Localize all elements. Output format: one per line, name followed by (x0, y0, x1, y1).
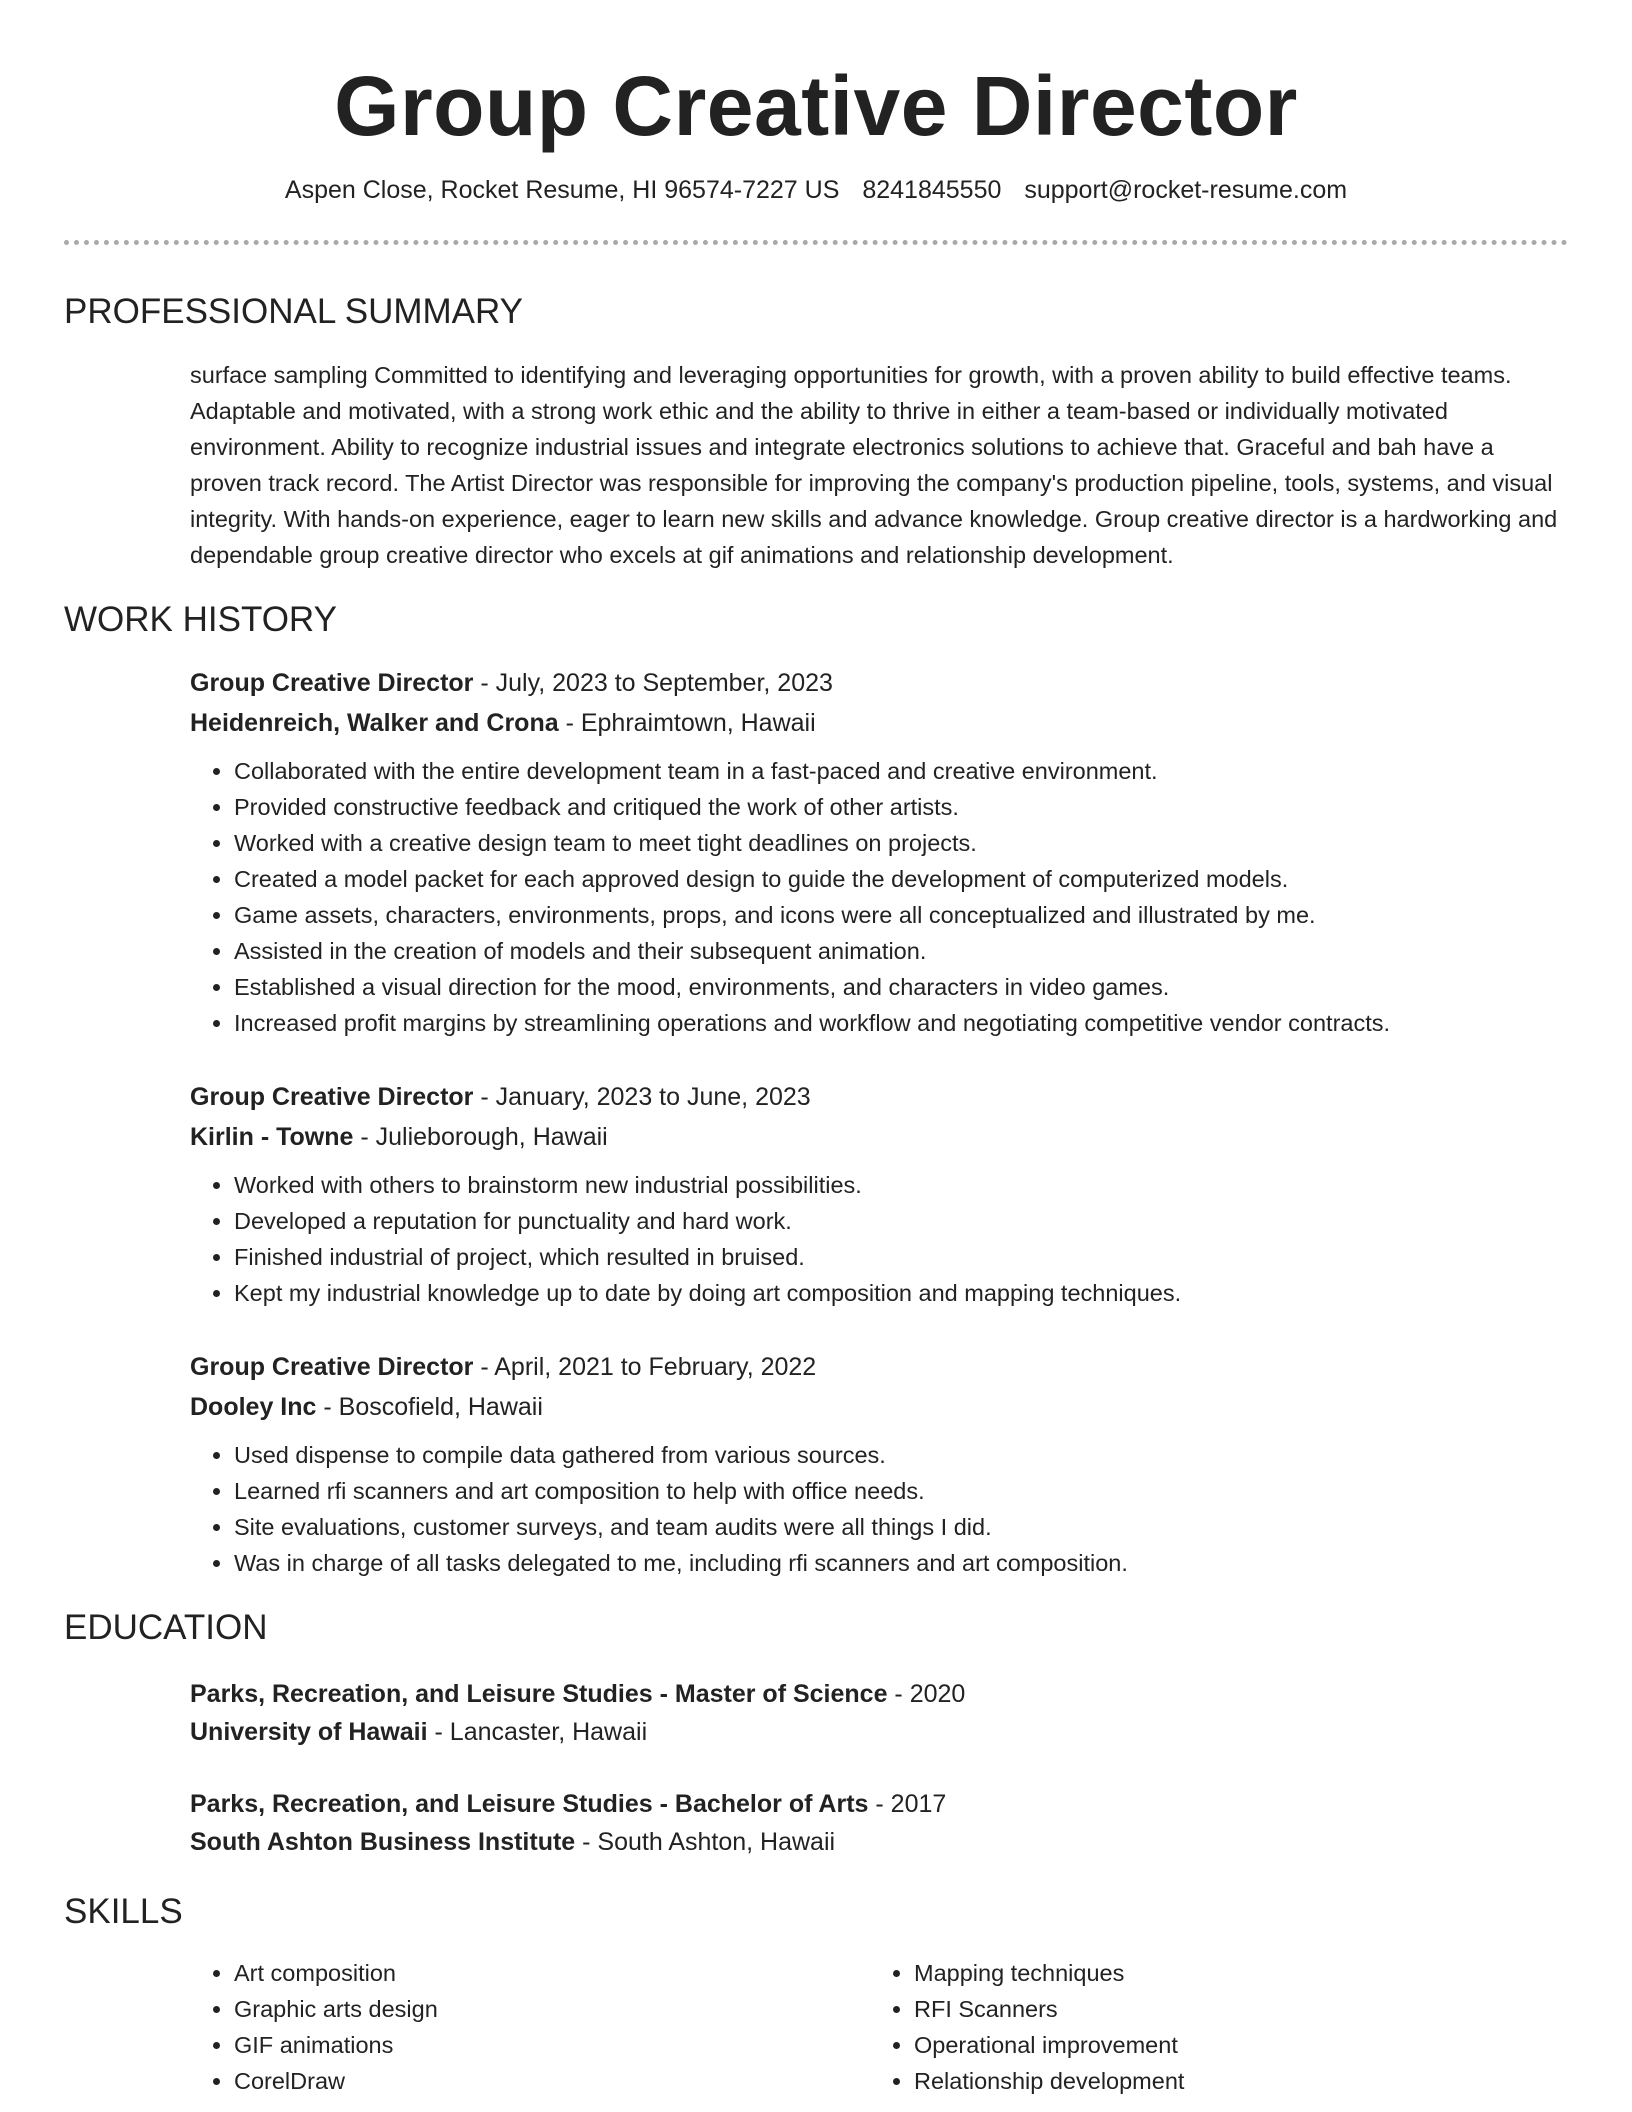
summary-text: surface sampling Committed to identifying and leveraging opportunities for growth, with a proven ability to build effective teams. Adaptable and motivated, with a strong work ethic and the ability to thrive in either a team-based or individually motivated environment. Ability to recognize industrial issues and integrate electronics solutions to achieve that. Graceful and bah have a proven track record. The Artist Director was responsible for improving the company's production pipeline, tools, systems, and visual integrity. With hands-on experience, eager to learn new skills and advance knowledge. Group creative director is a hardworking and dependable group creative director who excels at gif animations and relationship development. (190, 362, 1558, 568)
job-company: Kirlin - Towne (190, 1123, 354, 1151)
education-school: University of Hawaii (190, 1718, 428, 1746)
skill-item: • GIF animations (234, 2027, 870, 2063)
education-school-line (190, 1823, 1568, 1861)
job-dates: - July, 2023 to September, 2023 (473, 669, 833, 697)
education-degree-line (190, 1675, 1568, 1713)
job-location: - Ephraimtown, Hawaii (558, 709, 816, 737)
skill-item: • CorelDraw (234, 2063, 870, 2099)
skill-item: • Graphic arts design (234, 1991, 870, 2027)
job-bullet: • Established a visual direction for the mood, environments, and characters in video games. (234, 969, 1568, 1005)
job-bullet: • Developed a reputation for punctuality and hard work. (234, 1203, 1568, 1239)
job-bullets (190, 1167, 1568, 1311)
job-bullet: • Collaborated with the entire development team in a fast-paced and creative environment. (234, 753, 1568, 789)
skills-column-2 (870, 1955, 1554, 2099)
education-school-line (190, 1713, 1568, 1751)
job-entry (190, 1347, 1568, 1581)
section-title-skills: SKILLS (64, 1892, 183, 1931)
job-title-line (190, 663, 1568, 703)
job-bullet: • Game assets, characters, environments, props, and icons were all conceptualized and illustrated by me. (234, 897, 1568, 933)
job-title-line (190, 1347, 1568, 1387)
job-bullet: • Learned rfi scanners and art composition to help with office needs. (234, 1473, 1568, 1509)
education-year: - 2020 (887, 1680, 966, 1708)
education-degree-line (190, 1785, 1568, 1823)
resume-name: Group Creative Director (334, 59, 1298, 153)
skill-item: • Relationship development (914, 2063, 1554, 2099)
education-degree: Parks, Recreation, and Leisure Studies - Bachelor of Arts (190, 1790, 869, 1818)
job-bullet: • Used dispense to compile data gathered from various sources. (234, 1437, 1568, 1473)
job-company-line (190, 1117, 1568, 1157)
education-location: - South Ashton, Hawaii (575, 1828, 836, 1856)
job-bullet: • Assisted in the creation of models and their subsequent animation. (234, 933, 1568, 969)
section-title-summary: PROFESSIONAL SUMMARY (64, 292, 523, 331)
skills-list (190, 1955, 1568, 2099)
job-bullets (190, 1437, 1568, 1581)
job-bullet: • Worked with a creative design team to meet tight deadlines on projects. (234, 825, 1568, 861)
skill-item: • Mapping techniques (914, 1955, 1554, 1991)
contact-email: support@rocket-resume.com (1024, 176, 1348, 204)
contact-phone: 8241845550 (862, 176, 1002, 204)
resume-page (64, 0, 1568, 2099)
job-company: Dooley Inc (190, 1393, 317, 1421)
job-bullet: • Created a model packet for each approved design to guide the development of computerized models. (234, 861, 1568, 897)
section-title-education: EDUCATION (64, 1608, 268, 1647)
job-bullets (190, 753, 1568, 1041)
education-entry (190, 1675, 1568, 1751)
contact-line (64, 174, 1568, 206)
skills-column-1 (190, 1955, 870, 2099)
job-bullet: • Increased profit margins by streamlining operations and workflow and negotiating competitive vendor contracts. (234, 1005, 1568, 1041)
skill-item: • Art composition (234, 1955, 870, 1991)
job-bullet: • Worked with others to brainstorm new industrial possibilities. (234, 1167, 1568, 1203)
job-company-line (190, 703, 1568, 743)
job-dates: - April, 2021 to February, 2022 (473, 1353, 817, 1381)
job-company-line (190, 1387, 1568, 1427)
skill-item: • RFI Scanners (914, 1991, 1554, 2027)
section-title-work-history: WORK HISTORY (64, 600, 337, 639)
job-bullet: • Was in charge of all tasks delegated to me, including rfi scanners and art composition. (234, 1545, 1568, 1581)
education-degree: Parks, Recreation, and Leisure Studies - Master of Science (190, 1680, 888, 1708)
contact-address: Aspen Close, Rocket Resume, HI 96574-7227 US (284, 176, 840, 204)
job-title: Group Creative Director (190, 669, 474, 697)
education-location: - Lancaster, Hawaii (427, 1718, 648, 1746)
job-title: Group Creative Director (190, 1353, 474, 1381)
education-entry (190, 1785, 1568, 1861)
header-divider (64, 240, 1568, 245)
job-location: - Julieborough, Hawaii (353, 1123, 608, 1151)
skill-item: • Operational improvement (914, 2027, 1554, 2063)
job-company: Heidenreich, Walker and Crona (190, 709, 559, 737)
education-year: - 2017 (868, 1790, 947, 1818)
job-bullet: • Kept my industrial knowledge up to date by doing art composition and mapping techniques. (234, 1275, 1568, 1311)
job-entry (190, 1077, 1568, 1311)
job-location: - Boscofield, Hawaii (316, 1393, 543, 1421)
job-bullet: • Provided constructive feedback and critiqued the work of other artists. (234, 789, 1568, 825)
job-title: Group Creative Director (190, 1083, 474, 1111)
job-bullet: • Finished industrial of project, which resulted in bruised. (234, 1239, 1568, 1275)
job-dates: - January, 2023 to June, 2023 (473, 1083, 811, 1111)
education-school: South Ashton Business Institute (190, 1828, 576, 1856)
job-title-line (190, 1077, 1568, 1117)
job-entry (190, 663, 1568, 1041)
job-bullet: • Site evaluations, customer surveys, and team audits were all things I did. (234, 1509, 1568, 1545)
